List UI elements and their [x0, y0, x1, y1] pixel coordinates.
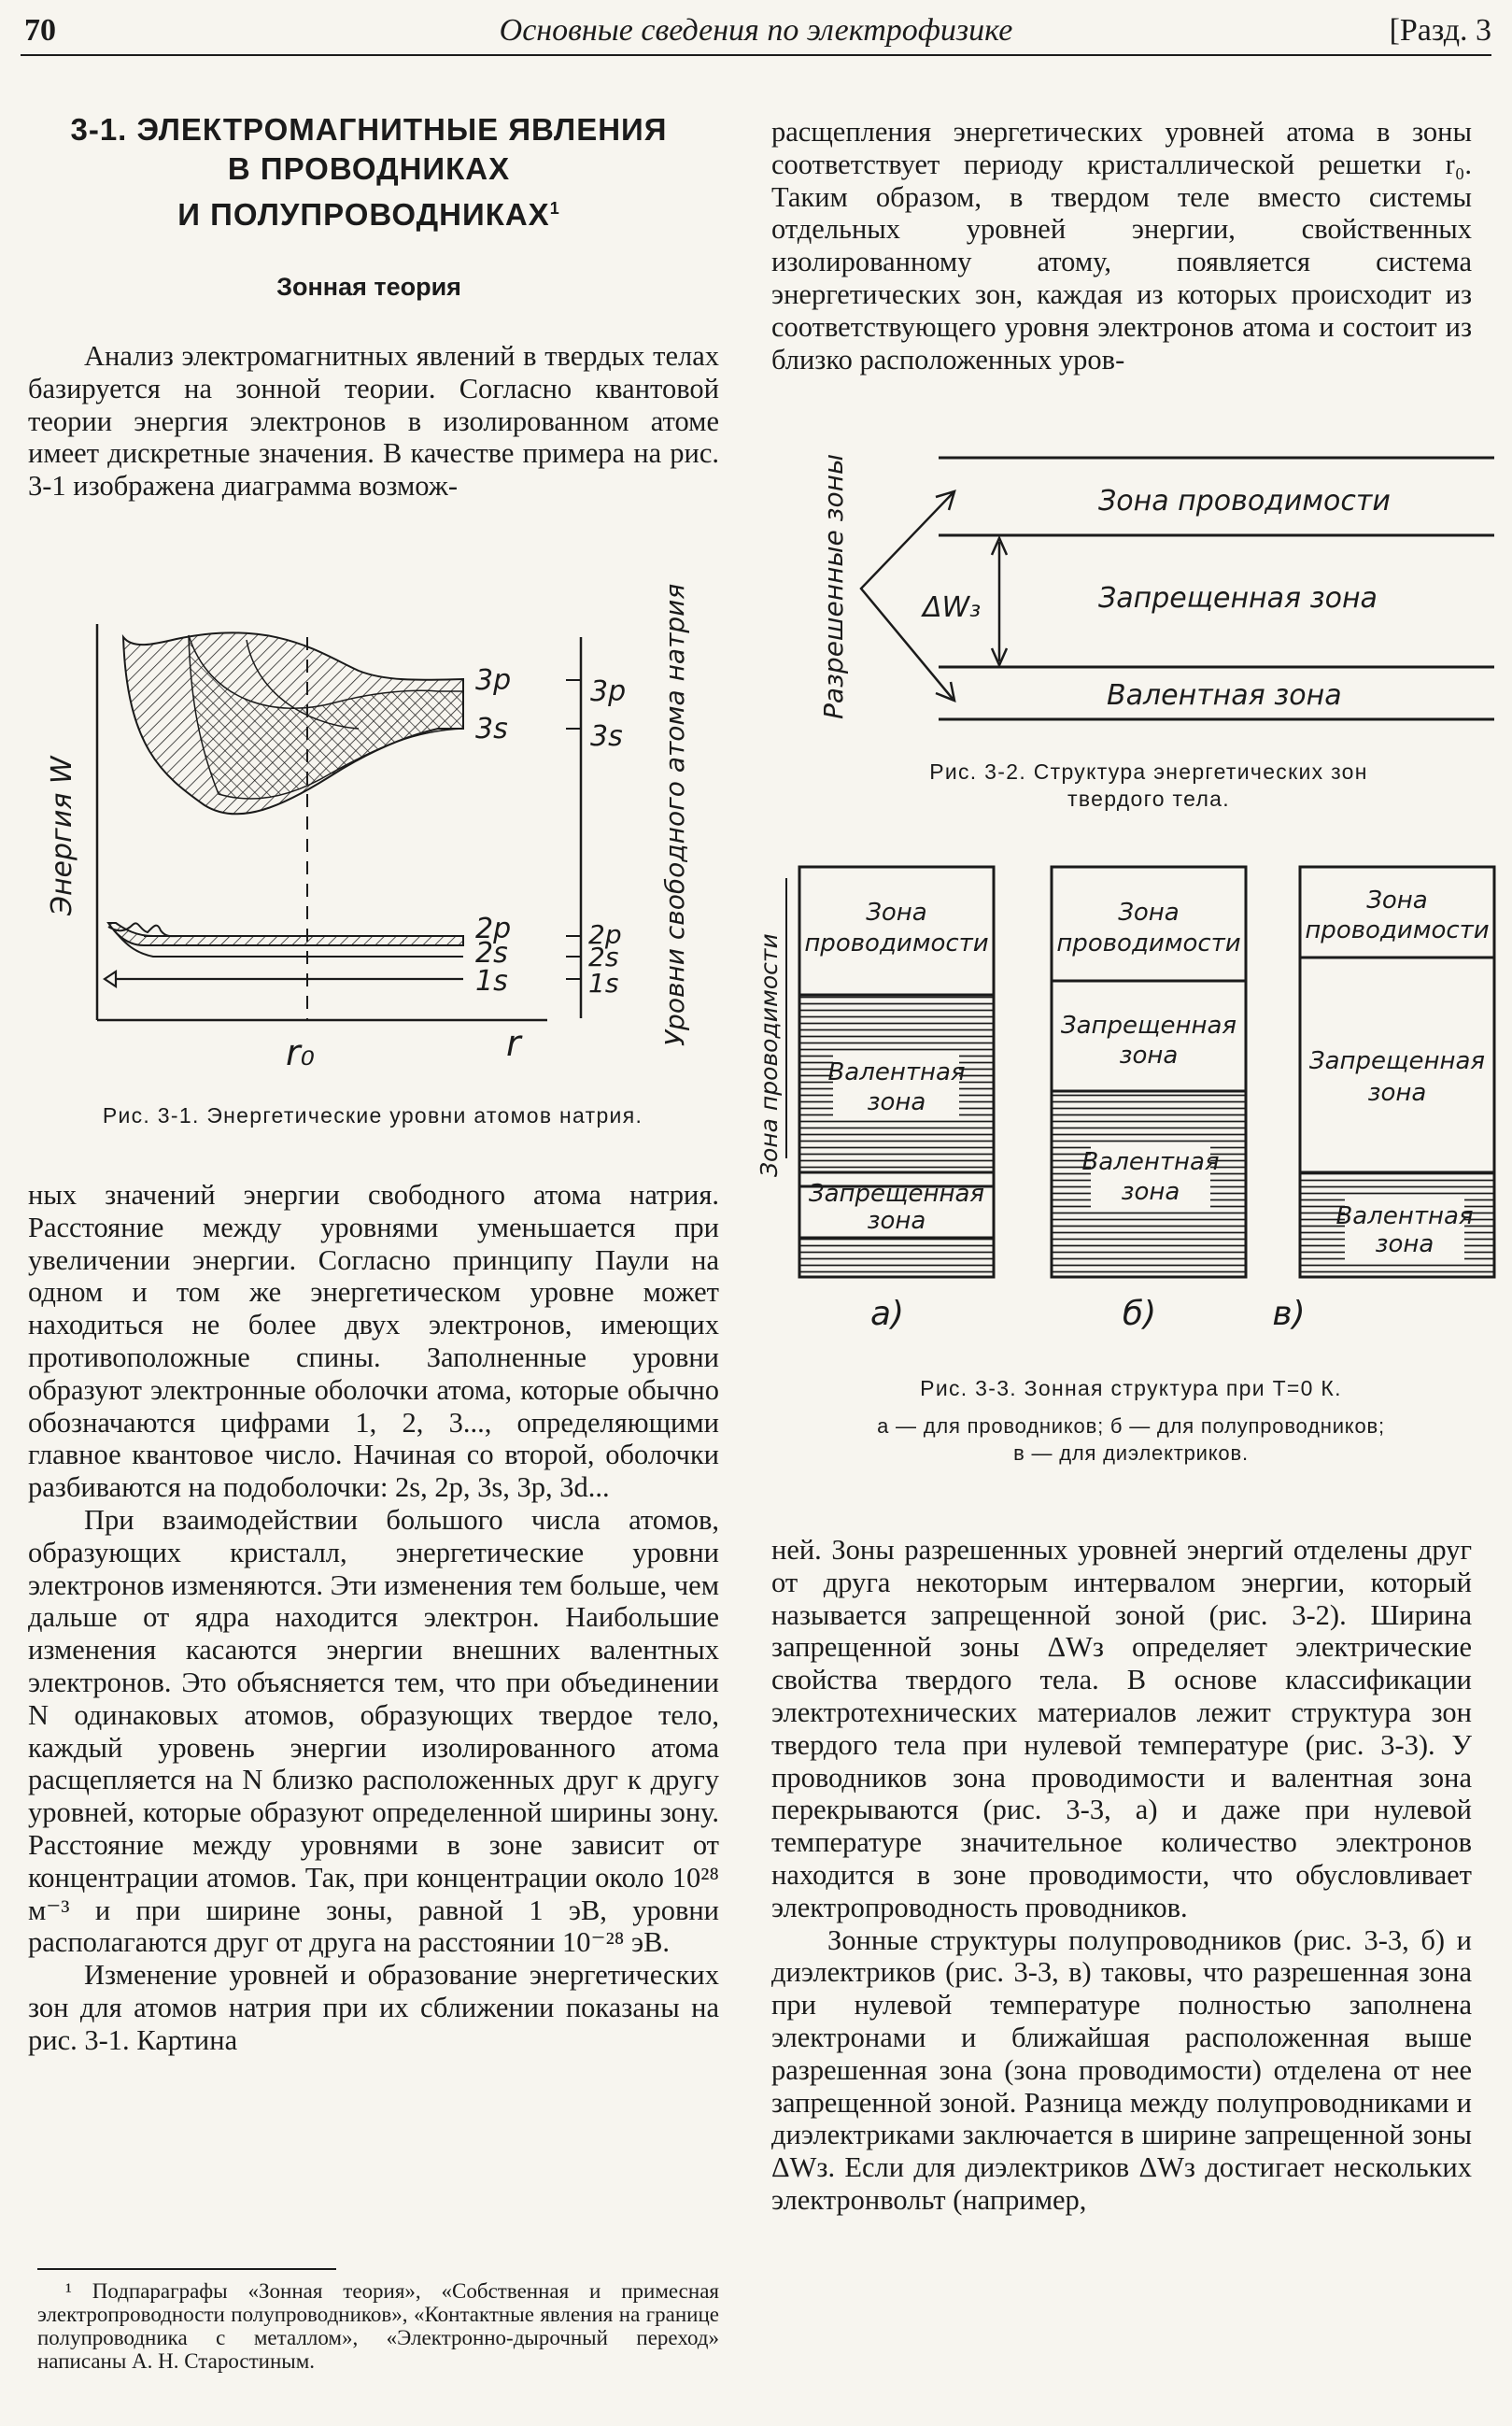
fig1-band-label-2p: 2p: [475, 913, 512, 945]
header-rule: [21, 54, 1491, 56]
fig3-b-conduction-1: Зона: [1118, 899, 1180, 927]
fig3-a-forbidden-1: Запрещенная: [808, 1180, 985, 1208]
fig3-b-letter: б): [1122, 1295, 1157, 1333]
page-number: 70: [24, 13, 56, 48]
fig3-a-conduction-2: проводимости: [804, 929, 989, 958]
figure-3-1: [22, 560, 732, 1093]
fig3-b-conduction-2: проводимости: [1056, 929, 1241, 958]
right-paragraph-2: ней. Зоны разрешенных уровней энергий отделены друг от друга некоторым интервалом энергии, который называется запрещенной зоной (рис. 3-2). Ширина запрещенной зоны ΔWз определяет электрические свойства твердого тела. В основе классификации электротехнических материалов лежит структура зон твердого тела при нулевой температуре (рис. 3-3). У проводников зона проводимости и валентная зона перекрываются (рис. 3-3, а) и даже при нулевой температуре значительное количество электронов находится в зоне проводимости, что обусловливает электропроводность проводников.: [771, 1534, 1472, 1923]
fig3-panel-b: [1052, 867, 1246, 1333]
fig1-band-label-3s: 3s: [475, 713, 508, 745]
footnote-text: ¹ Подпараграфы «Зонная теория», «Собственная и примесная электропроводности полупроводников», «Контактные явления на границе полупроводника с металлом», «Электронно-дырочный переход» написаны А. Н. Старостиным.: [37, 2279, 719, 2373]
figure-3-2: [813, 439, 1494, 738]
fig3-b-forbidden-1: Запрещенная: [1060, 1012, 1237, 1040]
fig1-r0-label: r₀: [286, 1032, 315, 1073]
left-paragraph-3: При взаимодействии большого числа атомов, образующих кристалл, энергетические уровни электронов изменяются. Эти изменения тем больше, чем дальше от ядра находится электрон. Наибольшие изменения касаются энергии внешних валентных электронов. Это объясняется тем, что при объединении N одинаковых атомов, образующих твердое тело, каждый уровень энергии изолированного атома расщепляется на N близко расположенных друг к другу уровней, которые образуют определенной ширины зону. Расстояние между уровнями в зоне зависит от концентрации атомов. Так, при концентрации около 10²⁸ м⁻³ и при ширине зоны, равной 1 эВ, уровни располагаются друг от друга на расстоянии 10⁻²⁸ эВ.: [28, 1503, 719, 1959]
right-paragraph-1: расщепления энергетических уровней атома в зоны соответствует периоду кристаллической решетки r₀. Таким образом, в твердом теле вместо системы отдельных уровней энергии, свойственных изолированному атому, появляется система энергетических зон, каждая из которых происходит из соответствующего уровня электронов атома и состоит из близко расположенных уров-: [771, 116, 1472, 376]
fig2-zone-conduction: Зона проводимости: [1098, 485, 1391, 518]
fig1-band-label-2s: 2s: [475, 937, 508, 970]
fig1-band-2p: [108, 923, 463, 945]
fig1-band-label-1s: 1s: [475, 965, 508, 998]
fig3-panel-c: [1272, 867, 1494, 1333]
fig3-b-valence-1: Валентная: [1081, 1148, 1220, 1176]
fig1-caption: Рис. 3-1. Энергетические уровни атомов натрия.: [102, 1103, 643, 1128]
fig3-a-forbidden-2: зона: [867, 1207, 926, 1235]
fig3-panel-a: [799, 867, 994, 1333]
right-paragraph-3: Зонные структуры полупроводников (рис. 3-3, б) и диэлектриков (рис. 3-3, в) таковы, что разрешенная зона при нулевой температуре полностью заполнена электронами и ближайшая расположенная выше разрешенная зона (зона проводимости) отделена от нее запрещенной зоной. Разница между полупроводниками и диэлектриками заключается в ширине запрещенной зоны ΔWз. Если для диэлектриков ΔWз достигает нескольких электронвольт (например,: [771, 1923, 1472, 2216]
running-title: Основные сведения по электрофизике: [499, 13, 1013, 48]
section-title-line3: И ПОЛУПРОВОДНИКАХ$^1$: [177, 197, 560, 232]
fig3-legend-line2: в — для диэлектриков.: [1013, 1441, 1249, 1465]
section-title: [28, 110, 710, 234]
fig1-level-label-2p: 2p: [588, 919, 622, 950]
fig2-zone-valence: Валентная зона: [1107, 679, 1342, 712]
fig2-zone-forbidden: Запрещенная зона: [1098, 582, 1378, 615]
fig3-c-letter: в): [1272, 1295, 1306, 1333]
right-text-bottom: [771, 1534, 1472, 2217]
fig2-allowed-label: Разрешенные зоны: [818, 453, 849, 719]
fig3-c-conduction-1: Зона: [1366, 887, 1428, 915]
section-title-line2: В ПРОВОДНИКАХ: [227, 151, 511, 186]
section-label: [Разд. 3: [1389, 13, 1491, 48]
fig1-y-label: Энергия W: [46, 756, 78, 915]
fig3-a-letter: а): [869, 1295, 905, 1333]
fig2-caption-line2: твердого тела.: [1067, 787, 1230, 811]
fig3-caption: Рис. 3-3. Зонная структура при T=0 К.: [920, 1376, 1342, 1400]
fig2-caption-line1: Рис. 3-2. Структура энергетических зон: [929, 759, 1368, 784]
fig3-side-label: Зона проводимости: [756, 933, 783, 1177]
fig3-a-conduction-1: Зона: [866, 899, 927, 927]
fig3-c-valence-2: зона: [1375, 1230, 1434, 1258]
fig3-a-valence-2: зона: [867, 1088, 926, 1116]
fig1-level-label-1s: 1s: [588, 968, 619, 999]
fig1-right-label: Уровни свободного атома натрия: [659, 583, 690, 1046]
figure-3-3: [747, 850, 1512, 1355]
fig3-c-forbidden-1: Запрещенная: [1308, 1047, 1486, 1075]
fig3-legend: [771, 1412, 1491, 1467]
footnote-mark: 1: [549, 199, 560, 218]
fig3-c-valence-1: Валентная: [1335, 1202, 1474, 1230]
left-text-bottom: [28, 1179, 719, 2057]
left-paragraph-4: Изменение уровней и образование энергетических зон для атомов натрия при их сближении показаны на рис. 3-1. Картина: [28, 1959, 719, 2056]
fig1-level-label-2s: 2s: [588, 942, 619, 972]
fig1-x-label: r: [506, 1023, 521, 1064]
fig3-c-conduction-2: проводимости: [1305, 916, 1490, 944]
section-title-line1: 3-1. ЭЛЕКТРОМАГНИТНЫЕ ЯВЛЕНИЯ: [70, 112, 668, 147]
fig1-level-label-3p: 3p: [590, 675, 627, 708]
subsection-title: Зонная теория: [276, 273, 461, 301]
footnote-rule: [37, 2268, 336, 2270]
right-text-top: [771, 116, 1472, 376]
fig3-legend-line1: а — для проводников; б — для полупроводников;: [877, 1414, 1385, 1438]
fig1-band-label-3p: 3p: [475, 664, 512, 697]
fig3-a-valence-1: Валентная: [827, 1058, 966, 1086]
fig1-band-1s: [105, 972, 463, 986]
left-paragraph-2: ных значений энергии свободного атома натрия. Расстояние между уровнями уменьшается при увеличении энергии. Согласно принципу Паули на одном и том же энергетическом уровне может находиться не более двух электронов, имеющих противоположные спины. Заполненные уровни образуют электронные оболочки атома, которые обычно обозначаются цифрами 1, 2, 3..., определяющими главное квантовое число. Начиная со второй, оболочки разбиваются на подоболочки: 2s, 2p, 3s, 3p, 3d...: [28, 1179, 719, 1504]
page-header: [0, 13, 1512, 56]
fig2-caption: [803, 759, 1494, 813]
footnote: [37, 2279, 719, 2373]
left-text-top: [28, 340, 719, 503]
fig3-c-forbidden-2: зона: [1367, 1079, 1427, 1107]
fig1-level-label-3s: 3s: [590, 720, 623, 753]
fig2-gap-symbol: ΔW₃: [923, 591, 982, 624]
fig3-b-forbidden-2: зона: [1119, 1042, 1179, 1070]
fig3-b-valence-2: зона: [1121, 1178, 1180, 1206]
left-paragraph-1: Анализ электромагнитных явлений в твердых телах базируется на зонной теории. Согласно квантовой теории энергия электронов в изолированном атоме имеет дискретные значения. В качестве примера на рис. 3-1 изображена диаграмма возмож-: [28, 340, 719, 503]
